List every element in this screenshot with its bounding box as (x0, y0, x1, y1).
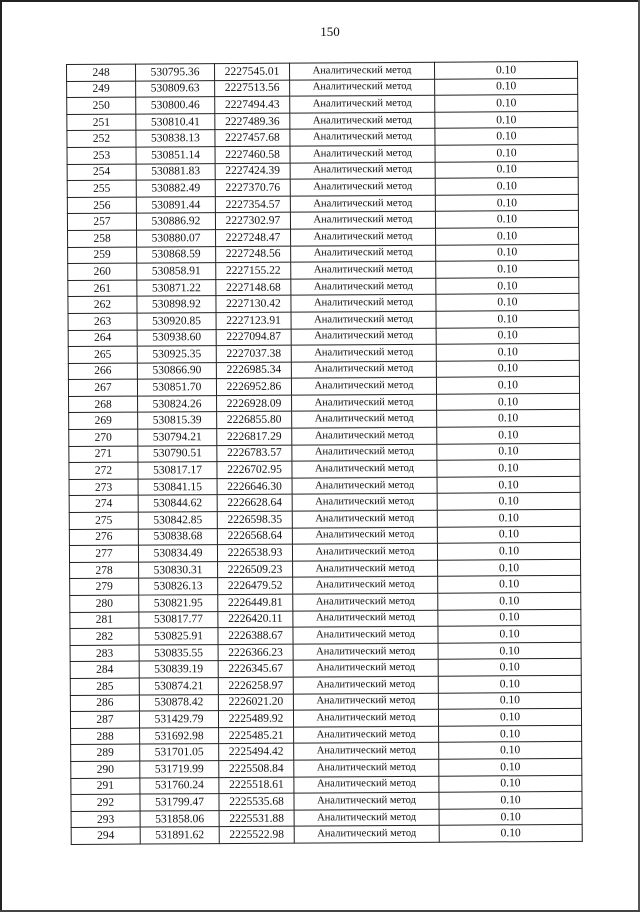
accuracy-cell: 0.10 (438, 576, 581, 593)
accuracy-cell: 0.10 (437, 393, 580, 410)
y-coordinate-cell: 2227302.97 (215, 212, 290, 229)
accuracy-cell: 0.10 (438, 709, 581, 726)
method-cell: Аналитический метод (292, 394, 437, 411)
accuracy-cell: 0.10 (438, 692, 581, 709)
point-number-cell: 268 (69, 396, 138, 413)
method-cell: Аналитический метод (293, 676, 438, 693)
x-coordinate-cell: 530835.55 (139, 644, 218, 661)
x-coordinate-cell: 530880.07 (137, 230, 216, 247)
accuracy-cell: 0.10 (436, 360, 579, 377)
scan-edge-top (0, 0, 640, 2)
y-coordinate-cell: 2226628.64 (217, 495, 292, 512)
method-cell: Аналитический метод (290, 129, 435, 146)
x-coordinate-cell: 530844.62 (138, 495, 217, 512)
x-coordinate-cell: 530824.26 (138, 395, 217, 412)
y-coordinate-cell: 2225494.42 (219, 743, 294, 760)
accuracy-cell: 0.10 (439, 725, 582, 742)
point-number-cell: 253 (67, 147, 136, 164)
y-coordinate-cell: 2225531.88 (219, 810, 294, 827)
point-number-cell: 249 (67, 81, 136, 98)
point-number-cell: 278 (70, 562, 139, 579)
x-coordinate-cell: 530795.36 (136, 64, 215, 81)
method-cell: Аналитический метод (292, 543, 437, 560)
accuracy-cell: 0.10 (439, 808, 582, 825)
point-number-cell: 248 (67, 64, 136, 81)
x-coordinate-cell: 530839.19 (139, 661, 218, 678)
method-cell: Аналитический метод (292, 510, 437, 527)
x-coordinate-cell: 530874.21 (139, 678, 218, 695)
accuracy-cell: 0.10 (437, 410, 580, 427)
x-coordinate-cell: 530851.70 (137, 379, 216, 396)
x-coordinate-cell: 530891.44 (136, 196, 215, 213)
point-number-cell: 277 (69, 545, 138, 562)
point-number-cell: 275 (69, 512, 138, 529)
table-row (71, 825, 582, 845)
x-coordinate-cell: 530898.92 (137, 296, 216, 313)
y-coordinate-cell: 2227513.56 (215, 80, 290, 97)
x-coordinate-cell: 531692.98 (140, 727, 219, 744)
method-cell: Аналитический метод (291, 245, 436, 262)
y-coordinate-cell: 2226509.23 (218, 561, 293, 578)
y-coordinate-cell: 2226538.93 (217, 544, 292, 561)
accuracy-cell: 0.10 (436, 343, 579, 360)
x-coordinate-cell: 530809.63 (136, 80, 215, 97)
accuracy-cell: 0.10 (438, 626, 581, 643)
point-number-cell: 267 (68, 379, 137, 396)
method-cell: Аналитический метод (294, 759, 439, 776)
accuracy-cell: 0.10 (436, 277, 579, 294)
accuracy-cell: 0.10 (435, 178, 578, 195)
y-coordinate-cell: 2225485.21 (219, 727, 294, 744)
method-cell: Аналитический метод (292, 427, 437, 444)
point-number-cell: 252 (67, 130, 136, 147)
x-coordinate-cell: 530925.35 (137, 346, 216, 363)
x-coordinate-cell: 530866.90 (137, 362, 216, 379)
point-number-cell: 282 (70, 628, 139, 645)
x-coordinate-cell: 530886.92 (136, 213, 215, 230)
accuracy-cell: 0.10 (435, 161, 578, 178)
accuracy-cell: 0.10 (437, 543, 580, 560)
method-cell: Аналитический метод (294, 792, 439, 809)
point-number-cell: 264 (68, 330, 137, 347)
accuracy-cell: 0.10 (438, 659, 581, 676)
y-coordinate-cell: 2226568.64 (217, 528, 292, 545)
accuracy-cell: 0.10 (437, 526, 580, 543)
accuracy-cell: 0.10 (439, 825, 582, 842)
accuracy-cell: 0.10 (435, 194, 578, 211)
y-coordinate-cell: 2227248.56 (216, 246, 291, 263)
point-number-cell: 274 (69, 496, 138, 513)
x-coordinate-cell: 530815.39 (138, 412, 217, 429)
point-number-cell: 272 (69, 462, 138, 479)
y-coordinate-cell: 2227148.68 (216, 279, 291, 296)
y-coordinate-cell: 2226420.11 (218, 611, 293, 628)
point-number-cell: 279 (70, 578, 139, 595)
y-coordinate-cell: 2226952.86 (216, 378, 291, 395)
y-coordinate-cell: 2225489.92 (218, 710, 293, 727)
y-coordinate-cell: 2225535.68 (219, 793, 294, 810)
accuracy-cell: 0.10 (436, 294, 579, 311)
y-coordinate-cell: 2226021.20 (218, 694, 293, 711)
method-cell: Аналитический метод (292, 460, 437, 477)
method-cell: Аналитический метод (294, 726, 439, 743)
y-coordinate-cell: 2226817.29 (217, 428, 292, 445)
point-number-cell: 288 (71, 728, 140, 745)
method-cell: Аналитический метод (290, 145, 435, 162)
point-number-cell: 276 (69, 529, 138, 546)
point-number-cell: 285 (70, 678, 139, 695)
y-coordinate-cell: 2227123.91 (216, 312, 291, 329)
point-number-cell: 271 (69, 446, 138, 463)
point-number-cell: 262 (68, 296, 137, 313)
y-coordinate-cell: 2227370.76 (215, 179, 290, 196)
point-number-cell: 286 (70, 695, 139, 712)
accuracy-cell: 0.10 (436, 310, 579, 327)
accuracy-cell: 0.10 (438, 675, 581, 692)
method-cell: Аналитический метод (290, 95, 435, 112)
method-cell: Аналитический метод (293, 593, 438, 610)
method-cell: Аналитический метод (290, 112, 435, 129)
x-coordinate-cell: 531858.06 (140, 810, 219, 827)
method-cell: Аналитический метод (294, 776, 439, 793)
accuracy-cell: 0.10 (435, 78, 578, 95)
y-coordinate-cell: 2227460.58 (215, 146, 290, 163)
point-number-cell: 280 (70, 595, 139, 612)
accuracy-cell: 0.10 (434, 61, 577, 78)
y-coordinate-cell: 2226258.97 (218, 677, 293, 694)
method-cell: Аналитический метод (290, 178, 435, 195)
x-coordinate-cell: 530825.91 (139, 628, 218, 645)
y-coordinate-cell: 2225508.84 (219, 760, 294, 777)
x-coordinate-cell: 531701.05 (140, 744, 219, 761)
point-number-cell: 289 (71, 744, 140, 761)
accuracy-cell: 0.10 (437, 443, 580, 460)
coordinates-table-body (67, 61, 583, 844)
y-coordinate-cell: 2226783.57 (217, 445, 292, 462)
accuracy-cell: 0.10 (435, 144, 578, 161)
method-cell: Аналитический метод (291, 228, 436, 245)
y-coordinate-cell: 2227494.43 (215, 96, 290, 113)
scan-edge-left (0, 0, 2, 912)
coordinates-table (66, 61, 583, 845)
accuracy-cell: 0.10 (437, 509, 580, 526)
y-coordinate-cell: 2226598.35 (217, 511, 292, 528)
y-coordinate-cell: 2227545.01 (215, 63, 290, 80)
method-cell: Аналитический метод (293, 626, 438, 643)
method-cell: Аналитический метод (291, 328, 436, 345)
method-cell: Аналитический метод (291, 311, 436, 328)
x-coordinate-cell: 530834.49 (138, 545, 217, 562)
y-coordinate-cell: 2227155.22 (216, 262, 291, 279)
accuracy-cell: 0.10 (435, 128, 578, 145)
x-coordinate-cell: 530938.60 (137, 329, 216, 346)
method-cell: Аналитический метод (290, 162, 435, 179)
y-coordinate-cell: 2227354.57 (215, 196, 290, 213)
point-number-cell: 293 (71, 811, 140, 828)
accuracy-cell: 0.10 (438, 592, 581, 609)
method-cell: Аналитический метод (291, 344, 436, 361)
point-number-cell: 250 (67, 97, 136, 114)
accuracy-cell: 0.10 (439, 775, 582, 792)
accuracy-cell: 0.10 (436, 227, 579, 244)
y-coordinate-cell: 2225518.61 (219, 777, 294, 794)
method-cell: Аналитический метод (291, 261, 436, 278)
x-coordinate-cell: 530878.42 (139, 694, 218, 711)
method-cell: Аналитический метод (294, 826, 439, 843)
x-coordinate-cell: 530817.77 (139, 611, 218, 628)
x-coordinate-cell: 530838.68 (138, 528, 217, 545)
point-number-cell: 281 (70, 612, 139, 629)
method-cell: Аналитический метод (293, 709, 438, 726)
x-coordinate-cell: 530858.91 (137, 263, 216, 280)
point-number-cell: 290 (71, 761, 140, 778)
method-cell: Аналитический метод (290, 212, 435, 229)
point-number-cell: 287 (70, 711, 139, 728)
y-coordinate-cell: 2226702.95 (217, 461, 292, 478)
x-coordinate-cell: 530821.95 (139, 595, 218, 612)
x-coordinate-cell: 530851.14 (136, 147, 215, 164)
x-coordinate-cell: 530817.17 (138, 462, 217, 479)
method-cell: Аналитический метод (290, 195, 435, 212)
accuracy-cell: 0.10 (438, 559, 581, 576)
method-cell: Аналитический метод (293, 577, 438, 594)
point-number-cell: 255 (67, 180, 136, 197)
point-number-cell: 259 (68, 247, 137, 264)
method-cell: Аналитический метод (294, 743, 439, 760)
accuracy-cell: 0.10 (436, 327, 579, 344)
y-coordinate-cell: 2227457.68 (215, 130, 290, 147)
x-coordinate-cell: 530830.31 (139, 561, 218, 578)
accuracy-cell: 0.10 (436, 244, 579, 261)
point-number-cell: 284 (70, 661, 139, 678)
y-coordinate-cell: 2227130.42 (216, 295, 291, 312)
y-coordinate-cell: 2226985.34 (216, 362, 291, 379)
method-cell: Аналитический метод (293, 660, 438, 677)
method-cell: Аналитический метод (292, 411, 437, 428)
method-cell: Аналитический метод (291, 295, 436, 312)
y-coordinate-cell: 2226928.09 (217, 395, 292, 412)
method-cell: Аналитический метод (292, 477, 437, 494)
point-number-cell: 294 (71, 827, 140, 844)
x-coordinate-cell: 530810.41 (136, 113, 215, 130)
accuracy-cell: 0.10 (437, 476, 580, 493)
y-coordinate-cell: 2226388.67 (218, 627, 293, 644)
method-cell: Аналитический метод (293, 693, 438, 710)
y-coordinate-cell: 2225522.98 (219, 826, 294, 843)
x-coordinate-cell: 530800.46 (136, 97, 215, 114)
accuracy-cell: 0.10 (436, 377, 579, 394)
method-cell: Аналитический метод (293, 643, 438, 660)
x-coordinate-cell: 530882.49 (136, 180, 215, 197)
x-coordinate-cell: 531429.79 (139, 711, 218, 728)
point-number-cell: 292 (71, 794, 140, 811)
y-coordinate-cell: 2227037.38 (216, 345, 291, 362)
accuracy-cell: 0.10 (437, 493, 580, 510)
point-number-cell: 260 (68, 263, 137, 280)
x-coordinate-cell: 531799.47 (140, 794, 219, 811)
y-coordinate-cell: 2227094.87 (216, 329, 291, 346)
accuracy-cell: 0.10 (435, 95, 578, 112)
method-cell: Аналитический метод (292, 444, 437, 461)
x-coordinate-cell: 530794.21 (138, 429, 217, 446)
y-coordinate-cell: 2227489.36 (215, 113, 290, 130)
point-number-cell: 251 (67, 114, 136, 131)
y-coordinate-cell: 2226449.81 (218, 594, 293, 611)
x-coordinate-cell: 530841.15 (138, 478, 217, 495)
point-number-cell: 265 (68, 346, 137, 363)
point-number-cell: 273 (69, 479, 138, 496)
x-coordinate-cell: 530868.59 (137, 246, 216, 263)
x-coordinate-cell: 530826.13 (139, 578, 218, 595)
x-coordinate-cell: 530920.85 (137, 312, 216, 329)
accuracy-cell: 0.10 (439, 758, 582, 775)
x-coordinate-cell: 530871.22 (137, 279, 216, 296)
point-number-cell: 254 (67, 164, 136, 181)
y-coordinate-cell: 2226345.67 (218, 660, 293, 677)
method-cell: Аналитический метод (292, 527, 437, 544)
accuracy-cell: 0.10 (438, 642, 581, 659)
accuracy-cell: 0.10 (437, 426, 580, 443)
x-coordinate-cell: 530881.83 (136, 163, 215, 180)
x-coordinate-cell: 531891.62 (140, 827, 219, 844)
y-coordinate-cell: 2226366.23 (218, 644, 293, 661)
accuracy-cell: 0.10 (435, 111, 578, 128)
x-coordinate-cell: 530838.13 (136, 130, 215, 147)
point-number-cell: 266 (68, 363, 137, 380)
x-coordinate-cell: 530842.85 (138, 512, 217, 529)
method-cell: Аналитический метод (291, 378, 436, 395)
point-number-cell: 261 (68, 280, 137, 297)
y-coordinate-cell: 2226855.80 (217, 412, 292, 429)
y-coordinate-cell: 2226479.52 (218, 578, 293, 595)
y-coordinate-cell: 2227248.47 (216, 229, 291, 246)
y-coordinate-cell: 2226646.30 (217, 478, 292, 495)
point-number-cell: 291 (71, 778, 140, 795)
accuracy-cell: 0.10 (435, 211, 578, 228)
method-cell: Аналитический метод (292, 494, 437, 511)
x-coordinate-cell: 531719.99 (140, 761, 219, 778)
method-cell: Аналитический метод (290, 79, 435, 96)
point-number-cell: 270 (69, 429, 138, 446)
method-cell: Аналитический метод (294, 809, 439, 826)
accuracy-cell: 0.10 (438, 609, 581, 626)
x-coordinate-cell: 530790.51 (138, 445, 217, 462)
page-number: 150 (320, 24, 340, 39)
point-number-cell: 269 (69, 413, 138, 430)
point-number-cell: 258 (68, 230, 137, 247)
method-cell: Аналитический метод (291, 361, 436, 378)
point-number-cell: 257 (67, 213, 136, 230)
method-cell: Аналитический метод (291, 278, 436, 295)
point-number-cell: 263 (68, 313, 137, 330)
y-coordinate-cell: 2227424.39 (215, 163, 290, 180)
accuracy-cell: 0.10 (439, 791, 582, 808)
method-cell: Аналитический метод (289, 62, 434, 79)
point-number-cell: 283 (70, 645, 139, 662)
method-cell: Аналитический метод (293, 560, 438, 577)
accuracy-cell: 0.10 (439, 742, 582, 759)
accuracy-cell: 0.10 (436, 260, 579, 277)
method-cell: Аналитический метод (293, 610, 438, 627)
point-number-cell: 256 (67, 197, 136, 214)
x-coordinate-cell: 531760.24 (140, 777, 219, 794)
accuracy-cell: 0.10 (437, 460, 580, 477)
